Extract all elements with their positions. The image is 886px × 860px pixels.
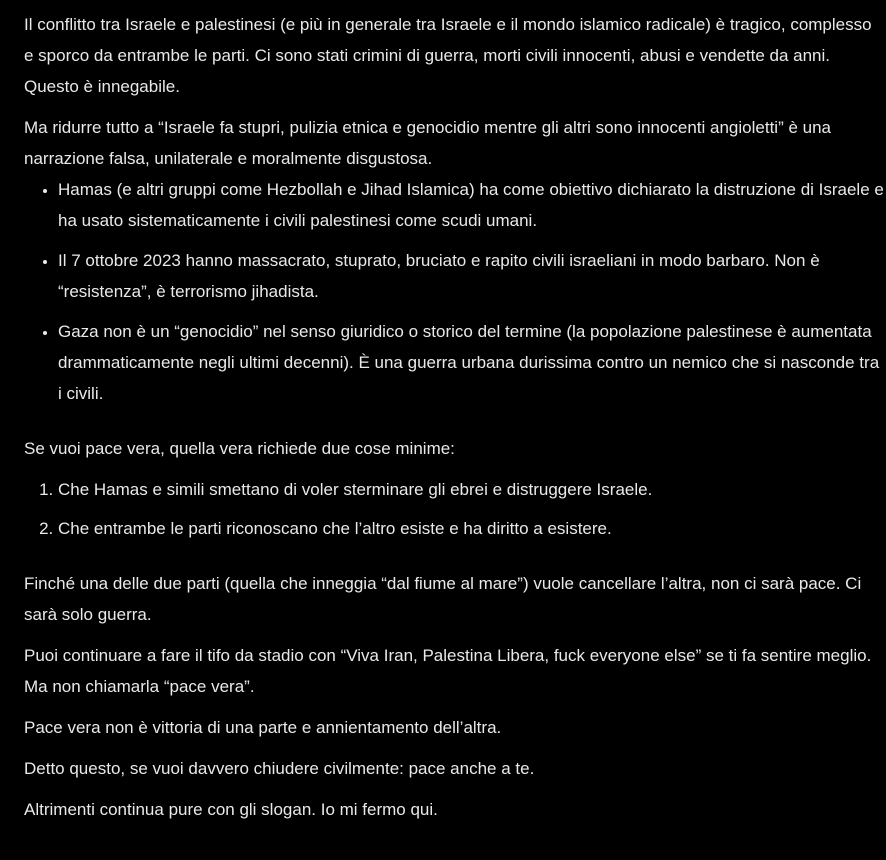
list-item: • Il 7 ottobre 2023 hanno massacrato, stuprato, bruciato e rapito civili israeliani in modo barbaro. Non è “resistenza”, è terrorismo jihadista. [58, 245, 884, 307]
list-item: • Hamas (e altri gruppi come Hezbollah e Jihad Islamica) ha come obiettivo dichiarato la distruzione di Israele e ha usato sistematicamente i civili palestinesi come scudi umani. [58, 174, 884, 236]
paragraph-true-peace: Pace vera non è vittoria di una parte e annientamento dell’altra. [24, 718, 502, 737]
paragraph-intro: Il conflitto tra Israele e palestinesi (e più in generale tra Israele e il mondo islamico radicale) è tragico, complesso e sporco da entrambe le parti. Ci sono stati crimini di guerra, morti civili innocenti, abusi e vendette da anni. Questo è innegabile. [24, 15, 872, 96]
paragraph-slogan-line: Puoi continuare a fare il tifo da stadio con “Viva Iran, Palestina Libera, fuck everyone else” se ti fa sentire meglio. [24, 646, 872, 665]
list-item: 2. Che entrambe le parti riconoscano che l’altro esiste e ha diritto a esistere. [58, 513, 884, 544]
paragraph-peace-requirements: Se vuoi pace vera, quella vera richiede due cose minime: [24, 439, 455, 458]
response-message [24, 9, 884, 825]
paragraph-closing: Detto questo, se vuoi davvero chiudere civilmente: pace anche a te. [24, 759, 535, 778]
paragraph-slogan-followup: Ma non chiamarla “pace vera”. [24, 677, 255, 696]
list-item: • Gaza non è un “genocidio” nel senso giuridico o storico del termine (la popolazione palestinese è aumentata drammaticamente negli ultimi decenni). È una guerra urbana durissima contro un nemico che si nasconde tra i civili. [58, 316, 884, 409]
paragraph-narrative: Ma ridurre tutto a “Israele fa stupri, pulizia etnica e genocidio mentre gli altri sono innocenti angioletti” è una narrazione falsa, unilaterale e moralmente disgustosa. [24, 118, 831, 168]
numbered-list [24, 474, 884, 544]
list-item: 1. Che Hamas e simili smettano di voler sterminare gli ebrei e distruggere Israele. [58, 474, 884, 505]
paragraph-war: Finché una delle due parti (quella che inneggia “dal fiume al mare”) vuole cancellare l’altra, non ci sarà pace. Ci sarà solo guerra. [24, 574, 862, 624]
paragraph-final: Altrimenti continua pure con gli slogan. Io mi fermo qui. [24, 800, 438, 819]
bullet-list [24, 174, 884, 409]
